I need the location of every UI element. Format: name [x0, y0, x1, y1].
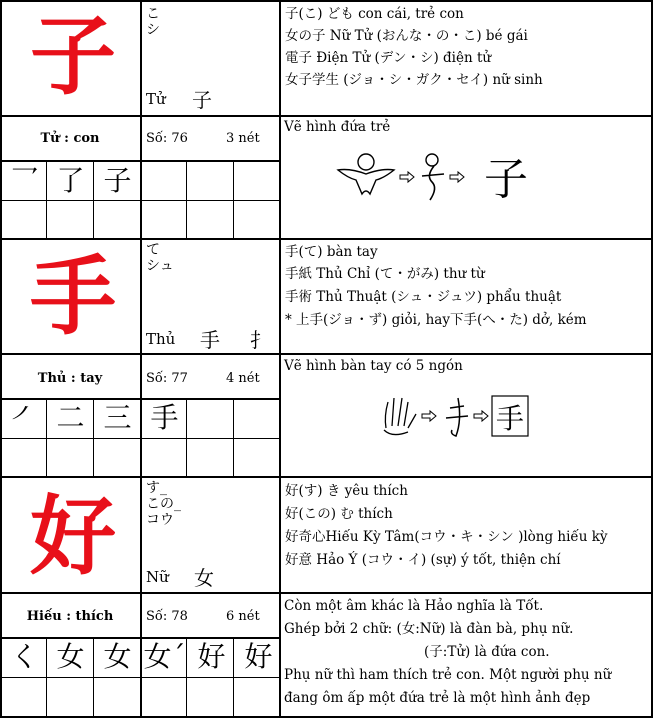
grid-line — [279, 0, 281, 718]
desc-3-5: đang ôm ấp một đứa trẻ là một hình ảnh đẹp — [284, 690, 591, 706]
hanviet-1: Tử — [146, 90, 166, 108]
number-3: Số: 78 — [146, 609, 188, 624]
grid-line — [0, 115, 653, 117]
grid-line — [93, 398, 94, 476]
grid-line — [140, 0, 142, 718]
grid-line — [233, 160, 234, 238]
example-3-3: 好奇心Hiếu Kỳ Tâm(コウ・キ・シン )lòng hiếu kỳ — [285, 529, 608, 545]
desc-3-1: Còn một âm khác là Hảo nghĩa là Tốt. — [284, 598, 544, 614]
desc-1: Vẽ hình đứa trẻ — [284, 119, 391, 135]
stroke-step-1-2: 了 — [56, 164, 85, 197]
stroke-step-1-1: 乛 — [10, 164, 39, 197]
hanviet-kanji-2: 手 — [200, 328, 220, 352]
grid-line — [186, 637, 187, 717]
hanviet-kanji-2b: 扌 — [250, 328, 270, 352]
stroke-step-3-6: 好 — [244, 640, 273, 673]
grid-line — [233, 398, 234, 476]
child-sketch — [330, 148, 560, 210]
desc-3-4: Phụ nữ thì ham thích trẻ con. Một người phụ nữ — [284, 667, 612, 683]
stroke-step-3-1: く — [10, 640, 39, 673]
grid-line — [0, 0, 2, 718]
kanji-main-2: 手 — [30, 247, 116, 347]
grid-line — [46, 398, 47, 476]
stroke-step-3-4: 女ˊ — [143, 640, 186, 673]
example-1-1: 子(こ) ども con cái, trẻ con — [285, 6, 464, 22]
grid-line — [0, 637, 280, 639]
example-2-3: 手術 Thủ Thuật (シュ・ジュツ) phẩu thuật — [285, 289, 562, 305]
stroke-step-3-5: 好 — [197, 640, 226, 673]
stroke-step-2-3: 三 — [103, 401, 132, 434]
example-3-1: 好(す) き yêu thích — [285, 483, 408, 499]
hanviet-2: Thủ — [146, 330, 176, 348]
example-2-2: 手紙 Thủ Chỉ (て・がみ) thư từ — [285, 266, 485, 282]
grid-line — [93, 637, 94, 717]
desc-2: Vẽ hình bàn tay có 5 ngón — [284, 358, 463, 374]
grid-line — [46, 160, 47, 238]
kanji-main-3: 好 — [30, 487, 116, 587]
stroke-step-1-3: 子 — [103, 164, 132, 197]
stroke-step-3-3: 女 — [103, 640, 132, 673]
stroke-step-2-2: 二 — [56, 401, 85, 434]
hanviet-kanji-3: 女 — [194, 566, 214, 590]
desc-3-2: Ghép bởi 2 chữ: (女:Nữ) là đàn bà, phụ nữ. — [284, 621, 574, 637]
example-1-2: 女の子 Nữ Tử (おんな・の・こ) bé gái — [285, 28, 528, 44]
example-1-4: 女子学生 (ジョ・シ・ガク・セイ) nữ sinh — [285, 72, 543, 88]
grid-line — [186, 398, 187, 476]
example-2-1: 手(て) bàn tay — [285, 244, 378, 260]
kanji-main-1: 子 — [30, 7, 116, 107]
stroke-step-2-4: 手 — [150, 401, 179, 434]
stroke-step-3-2: 女 — [56, 640, 85, 673]
number-1: Số: 76 — [146, 131, 188, 146]
grid-line — [233, 637, 234, 717]
meaning-2: Thủ : tay — [37, 371, 103, 386]
meaning-1: Tử : con — [40, 131, 100, 146]
grid-line — [0, 200, 280, 201]
hanviet-3: Nữ — [146, 568, 169, 586]
grid-line — [0, 238, 653, 240]
child-sketch-final: 子 — [484, 154, 528, 205]
example-2-4: * 上手(ジョ・ず) giỏi, hay下手(へ・た) dở, kém — [285, 312, 587, 328]
grid-line — [0, 160, 280, 162]
grid-line — [0, 476, 653, 478]
stroke-count-2: 4 nét — [226, 371, 260, 386]
grid-line — [93, 160, 94, 238]
kanji-readings-1: こ シ — [146, 6, 160, 38]
example-3-4: 好意 Hảo Ý (コウ・イ) (sự) ý tốt, thiện chí — [285, 552, 561, 568]
number-2: Số: 77 — [146, 371, 188, 386]
example-3-2: 好(この) む thích — [285, 506, 393, 522]
grid-line — [46, 637, 47, 717]
hand-sketch-final: 手 — [495, 402, 525, 435]
example-1-3: 電子 Điện Tử (デン・シ) điện tử — [285, 50, 492, 66]
desc-3-3: (子:Tử) là đứa con. — [424, 644, 550, 660]
grid-line — [186, 160, 187, 238]
grid-line — [0, 677, 280, 678]
hand-sketch — [378, 392, 538, 444]
kanji-readings-2: て シュ — [146, 242, 174, 274]
grid-line — [0, 353, 653, 355]
meaning-3: Hiếu : thích — [26, 609, 114, 624]
hanviet-kanji-1: 子 — [192, 88, 212, 112]
grid-line — [0, 0, 653, 2]
grid-line — [0, 592, 653, 594]
grid-line — [0, 398, 280, 400]
stroke-step-2-1: ㇒ — [10, 401, 39, 434]
stroke-count-3: 6 nét — [226, 609, 260, 624]
stroke-count-1: 3 nét — [226, 131, 260, 146]
kanji-readings-3: す_ この_ コウ — [146, 480, 181, 528]
grid-line — [0, 438, 280, 439]
